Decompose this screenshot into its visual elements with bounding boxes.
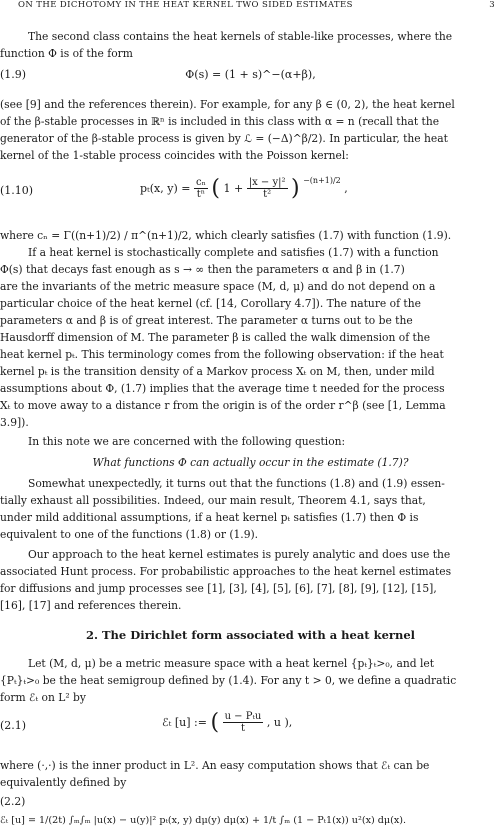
equation-body [162, 710, 292, 735]
equation-lhs: ℰₜ [u] := [162, 716, 207, 729]
fraction-denominator: t [240, 723, 245, 734]
text-line: (see [9] and the references therein). For example, for any β ∈ (0, 2), the heat kernel [0, 98, 455, 111]
text-line: heat kernel pₜ. This terminology comes from the following observation: if the heat [0, 348, 444, 361]
comma: , [344, 182, 348, 195]
text-line: In this note we are concerned with the following question: [28, 435, 346, 448]
text-line: under mild additional assumptions, if a heat kernel pₜ satisfies (1.7) then Φ is [0, 511, 419, 524]
text-line: where cₙ = Γ((n+1)/2) / π^(n+1)/2, which clearly satisfies (1.7) with function (1.9). [0, 229, 452, 242]
left-paren: ( [210, 710, 220, 735]
text-line: generator of the β-stable process is given by ℒ = (−Δ)^β/2). In particular, the heat [0, 132, 448, 145]
fraction-numerator: cₙ [195, 177, 206, 188]
equation-number: (1.10) [0, 184, 34, 197]
text-line: The second class contains the heat kernels of stable-like processes, where the [28, 30, 453, 43]
section-heading: 2. The Dirichlet form associated with a heat kernel [85, 628, 416, 642]
text-line: {Pₜ}ₜ>₀ be the heat semigroup defined by (1.4). For any t > 0, we define a quadratic [0, 674, 457, 687]
text-line: of the β-stable processes in ℝⁿ is included in this class with α = n (recall that the [0, 115, 440, 128]
fraction-numerator: u − Pₜu [224, 711, 262, 722]
text-line: Hausdorff dimension of M. The parameter β is called the walk dimension of the [0, 331, 431, 344]
text-line: Xₜ to move away to a distance r from the origin is of the order r^β (see [1, Lemma [0, 399, 446, 412]
text-line: for diffusions and jump processes see [1], [3], [4], [5], [6], [7], [8], [9], [12], [15], [0, 582, 437, 595]
question: What functions Φ can actually occur in the estimate (1.7)? [92, 456, 409, 469]
text-line: associated Hunt process. For probabilistic approaches to the heat kernel estimates [0, 565, 452, 578]
text-line: assumptions about Φ, (1.7) implies that the average time t needed for the process [0, 382, 445, 395]
fraction-denominator: tⁿ [196, 189, 206, 200]
fraction [194, 177, 208, 200]
text-line: If a heat kernel is stochastically complete and satisfies (1.7) with a function [28, 246, 439, 259]
text-line: equivalent to one of the functions (1.8) or (1.9). [0, 528, 259, 541]
exponent: −(n+1)/2 [303, 176, 341, 185]
text-line: 3.9]). [0, 416, 29, 429]
page-number: 3 [489, 0, 495, 10]
text-line: Our approach to the heat kernel estimates is purely analytic and does use the [28, 548, 451, 561]
left-paren: ( [211, 176, 220, 201]
equation-number: (2.1) [0, 719, 27, 732]
equation-tail: , u ), [266, 716, 293, 729]
running-title: ON THE DICHOTOMY IN THE HEAT KERNEL TWO SIDED ESTIMATES [18, 0, 353, 10]
equation-number: (2.2) [0, 795, 26, 808]
text-line: Somewhat unexpectedly, it turns out that the functions (1.8) and (1.9) essen- [28, 477, 445, 490]
text-line: function Φ is of the form [0, 47, 133, 60]
text-line: [16], [17] and references therein. [0, 599, 182, 612]
text-line: form ℰₜ on L² by [0, 691, 86, 704]
equation-body [140, 176, 348, 201]
text-line: particular choice of the heat kernel (cf. [14, Corollary 4.7]). The nature of the [0, 297, 421, 310]
equation-number: (1.9) [0, 68, 27, 81]
one-plus: 1 + [223, 182, 244, 195]
text-line: kernel of the 1-stable process coincides with the Poisson kernel: [0, 149, 349, 162]
text-line: Let (M, d, μ) be a metric measure space with a heat kernel {pₜ}ₜ>₀, and let [28, 657, 434, 670]
fraction-denominator: t² [263, 189, 272, 200]
text-line: parameters α and β is of great interest. The parameter α turns out to be the [0, 314, 413, 327]
fraction-numerator: |x − y|² [248, 177, 286, 188]
text-line: where (·,·) is the inner product in L². An easy computation shows that ℰₜ can be [0, 759, 430, 772]
equation-body: Φ(s) = (1 + s)^−(α+β), [185, 68, 316, 81]
equation-1-9 [0, 68, 501, 88]
equation-lhs: pₜ(x, y) = [140, 182, 191, 195]
running-header [0, 0, 501, 12]
text-line: equivalently defined by [0, 776, 127, 789]
equation-2-1 [0, 710, 501, 744]
fraction [223, 711, 264, 734]
equation-1-10 [0, 176, 501, 210]
fraction [247, 177, 288, 200]
right-paren: ) [291, 176, 300, 201]
equation-2-2: ℰₜ [u] = 1/(2t) ∫ₘ∫ₘ |u(x) − u(y)|² pₜ(x, y) dμ(y) dμ(x) + 1/t ∫ₘ (1 − Pₜ1(x)) u²(x) dμ(x). [0, 815, 407, 826]
text-line: Φ(s) that decays fast enough as s → ∞ then the parameters α and β in (1.7) [0, 263, 405, 276]
text-line: tially exhaust all possibilities. Indeed, our main result, Theorem 4.1, says that, [0, 494, 426, 507]
text-line: are the invariants of the metric measure space (M, d, μ) and do not depend on a [0, 280, 436, 293]
text-line: kernel pₜ is the transition density of a Markov process Xₜ on M, then, under mild [0, 365, 435, 378]
